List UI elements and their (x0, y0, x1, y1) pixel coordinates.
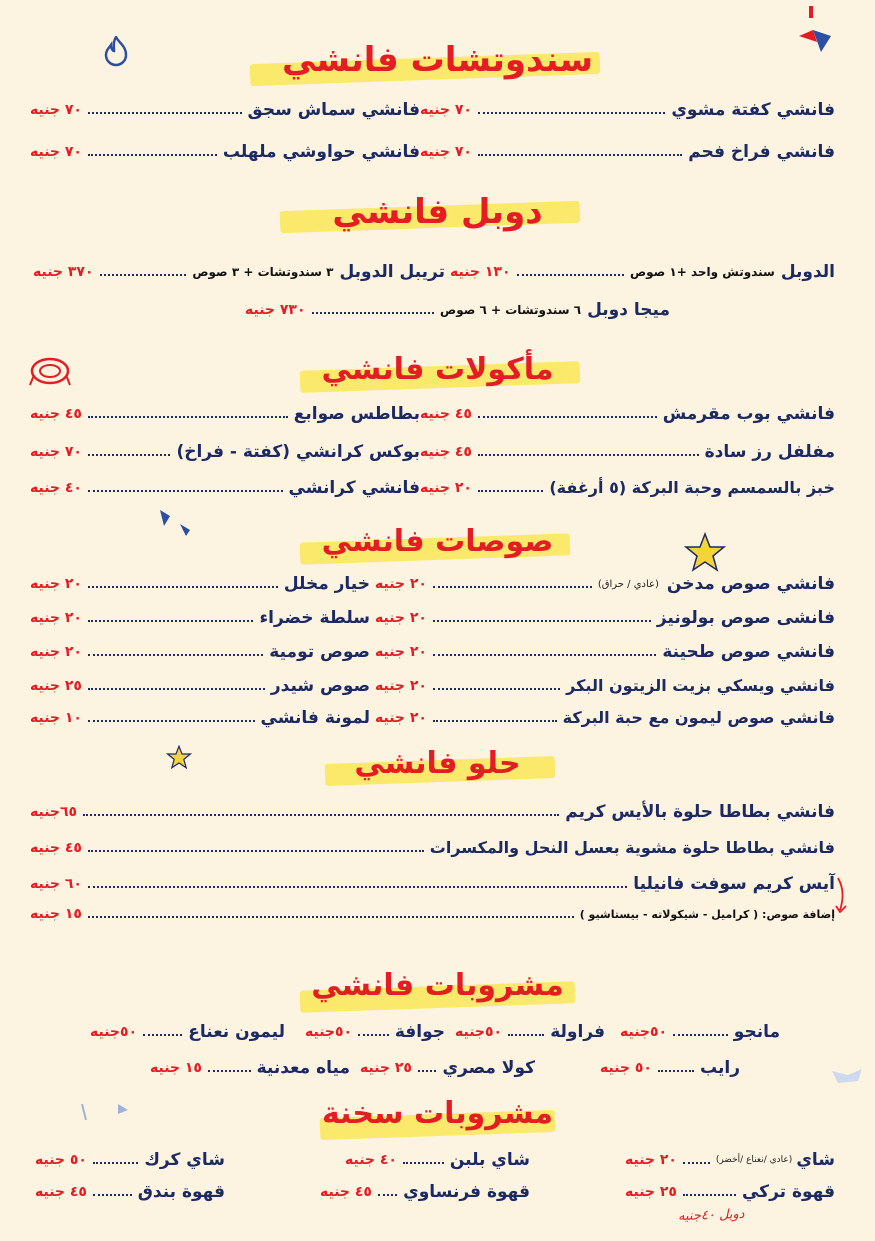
leader-dots (143, 1034, 182, 1036)
item-name: الدوبل (780, 262, 835, 282)
leader-dots (88, 720, 255, 722)
item-price: ٢٠ جنيه (30, 644, 82, 660)
section-title-double: دوبل فانشي (332, 192, 543, 232)
item-description: سندوتش واحد +١ صوص (629, 265, 775, 279)
item-name: فانشي سماش سجق (247, 100, 420, 120)
item-price: ٣٧٠ جنيه (33, 264, 94, 280)
menu-item (375, 708, 835, 727)
leader-dots (517, 274, 624, 276)
menu-item (450, 262, 835, 282)
menu-item (30, 906, 835, 922)
item-name: شاي بلبن (449, 1150, 530, 1170)
leader-dots (312, 312, 435, 314)
menu-item (30, 708, 370, 728)
item-name: فانشي صوص طحينة (662, 642, 835, 662)
leader-dots (658, 1070, 694, 1072)
splash-icon-2 (828, 1065, 868, 1087)
menu-item (30, 874, 835, 894)
item-description: ٦ سندوتشات + ٦ صوص (440, 303, 582, 317)
item-price: ٢٠ جنيه (375, 576, 427, 592)
menu-item (620, 1022, 780, 1042)
menu-item (30, 608, 370, 628)
leader-dots (418, 1070, 436, 1072)
section-title-foods: مأكولات فانشي (321, 352, 554, 387)
menu-item (420, 404, 835, 424)
item-name: بوكس كرانشي (كفتة - فراخ) (176, 442, 420, 462)
item-name: ميجا دوبل (587, 300, 670, 320)
item-name: فانشي بوب مقرمش (662, 404, 835, 424)
item-price: ٧٣٠ جنيه (245, 302, 306, 318)
item-price: ٤٥ جنيه (30, 839, 82, 856)
leader-dots (93, 1194, 132, 1196)
item-name: جوافة (394, 1022, 445, 1042)
item-name: فانشى صوص بولونيز (656, 608, 835, 628)
item-name: فانشي ويسكي بزيت الزيتون البكر (566, 676, 835, 695)
leader-dots (88, 112, 242, 114)
leader-dots (88, 416, 288, 418)
menu-item (420, 478, 835, 497)
item-name: خبز بالسمسم وحبة البركة (٥ أرغفة) (549, 478, 835, 497)
leader-dots (433, 586, 592, 588)
leader-dots (208, 1070, 251, 1072)
item-price: ١٥ جنيه (30, 906, 82, 922)
leader-dots (478, 154, 682, 156)
item-price: ١٠ جنيه (30, 710, 82, 726)
item-price: ٢٠ جنيه (375, 644, 427, 660)
item-name: تريبل الدوبل (339, 262, 445, 282)
leader-dots (478, 454, 699, 456)
leader-dots (478, 416, 657, 418)
item-name: فانشي بطاطا حلوة مشوية بعسل النحل والمكسرات (429, 838, 835, 857)
item-price: ١٥ جنيه (150, 1060, 202, 1076)
item-name: فانشي صوص ليمون مع حبة البركة (562, 708, 835, 727)
item-price: ٦٠ جنيه (30, 876, 82, 892)
menu-item (90, 1022, 285, 1042)
handwritten-note: دوبل ٤٠جنيه (677, 1206, 745, 1225)
item-price: ٥٠جنيه (305, 1024, 353, 1040)
leader-dots (673, 1034, 728, 1036)
menu-item (420, 442, 835, 462)
item-name: قهوة فرنساوي (403, 1182, 530, 1202)
item-price: ٢٥ جنيه (30, 678, 82, 694)
menu-item (30, 676, 370, 696)
item-note: (عادي /نعناع /أخضر) (715, 1155, 793, 1165)
menu-item (30, 838, 835, 857)
item-price: ٧٠ جنيه (420, 144, 472, 160)
item-price: ٢٠ جنيه (30, 610, 82, 626)
item-price: ٢٠ جنيه (625, 1152, 677, 1168)
item-description: ٣ سندوتشات + ٣ صوص (192, 265, 334, 279)
item-price: ٢٥ جنيه (360, 1060, 412, 1076)
leader-dots (83, 814, 559, 816)
item-price: ٤٥ جنيه (35, 1184, 87, 1200)
item-price: ٥٠جنيه (455, 1024, 503, 1040)
section-title-sandwiches: سندوتشات فانشي (281, 40, 593, 80)
item-price: ٤٥ جنيه (320, 1184, 372, 1200)
menu-item (30, 802, 835, 822)
item-price: ٥٠جنيه (620, 1024, 668, 1040)
item-name: خيار مخلل (283, 574, 370, 594)
menu-item (30, 642, 370, 662)
leader-dots (93, 1162, 138, 1164)
item-name: فانشي حواوشي ملهلب (222, 142, 420, 162)
leader-dots (478, 490, 543, 492)
section-title-desserts: حلو فانشي (354, 746, 521, 781)
item-price: ٧٠ جنيه (420, 102, 472, 118)
item-name: ليمون نعناع (188, 1022, 285, 1042)
leader-dots (478, 112, 665, 114)
menu-item (375, 608, 835, 628)
item-name: صوص شيدر (270, 676, 370, 696)
item-price: ٧٠ جنيه (30, 102, 82, 118)
item-price: ٤٥ جنيه (420, 444, 472, 460)
item-price: ٤٠ جنيه (30, 480, 82, 496)
menu-item (30, 574, 370, 594)
leader-dots (88, 586, 278, 588)
item-name: فراولة (550, 1022, 605, 1042)
item-price: ٢٠ جنيه (375, 709, 427, 726)
menu-item (375, 676, 835, 695)
item-price: ٢٠ جنيه (375, 610, 427, 626)
item-name: لمونة فانشي (260, 708, 370, 728)
leader-dots (403, 1162, 444, 1164)
menu-item (625, 1150, 835, 1170)
menu-item (30, 442, 420, 462)
leader-dots (88, 916, 574, 918)
item-note: (عادي / حراق) (597, 578, 659, 590)
item-name: صوص تومية (269, 642, 370, 662)
menu-item (30, 478, 420, 498)
leader-dots (88, 490, 283, 492)
item-name: سلطة خضراء (259, 608, 370, 628)
leader-dots (88, 850, 424, 852)
item-name: فانشي بطاطا حلوة بالأيس كريم (565, 802, 835, 822)
leader-dots (88, 620, 253, 622)
menu-item (150, 1058, 350, 1078)
item-price: ٦٥جنيه (30, 804, 78, 820)
item-name: كولا مصري (442, 1058, 535, 1078)
menu-item (320, 1182, 530, 1202)
item-name: إضافة صوص: ( كراميل - شيكولاته - بيستاشيو ) (579, 907, 835, 921)
menu-item (375, 574, 835, 594)
item-price: ٧٠ جنيه (30, 144, 82, 160)
item-price: ٤٥ جنيه (420, 406, 472, 422)
leader-dots (433, 720, 557, 722)
leader-dots (88, 654, 263, 656)
item-name: شاي كرك (144, 1150, 225, 1170)
leader-dots (88, 454, 170, 456)
menu-item (455, 1022, 605, 1042)
menu-item (360, 1058, 535, 1078)
item-name: قهوة بندق (137, 1182, 225, 1202)
menu-item (30, 404, 420, 424)
menu-item (33, 262, 445, 282)
section-title-sauces: صوصات فانشي (321, 524, 554, 559)
leader-dots (433, 654, 656, 656)
item-price: ٢٥ جنيه (625, 1184, 677, 1200)
leader-dots (88, 688, 265, 690)
item-price: ٥٠ جنيه (600, 1060, 652, 1076)
item-price: ٤٥ جنيه (30, 406, 82, 422)
leader-dots (88, 154, 217, 156)
item-price: ٥٠ جنيه (35, 1152, 87, 1168)
item-name: آيس كريم سوفت فانيليا (633, 874, 835, 894)
item-name: فانشي كفتة مشوي (671, 100, 835, 120)
item-name: رايب (700, 1058, 740, 1078)
item-price: ٤٠ جنيه (345, 1152, 397, 1168)
menu-item (35, 1150, 225, 1170)
menu-item (600, 1058, 740, 1078)
item-name: فانشي كرانشي (288, 478, 420, 498)
leader-dots (100, 274, 187, 276)
leader-dots (88, 886, 627, 888)
item-name: بطاطس صوابع (293, 404, 420, 424)
leader-dots (358, 1034, 389, 1036)
item-name: مانجو (733, 1022, 780, 1042)
item-price: ٢٠ جنيه (30, 576, 82, 592)
item-price: ٧٠ جنيه (30, 444, 82, 460)
menu-item (345, 1150, 530, 1170)
item-name: قهوة تركي (741, 1182, 835, 1202)
leader-dots (683, 1162, 710, 1164)
menu-item (245, 300, 670, 320)
item-price: ٢٠ جنيه (420, 479, 472, 496)
leader-dots (508, 1034, 544, 1036)
leader-dots (378, 1194, 397, 1196)
menu-item (35, 1182, 225, 1202)
item-price: ٥٠جنيه (90, 1024, 138, 1040)
item-name: مياه معدنية (256, 1058, 350, 1078)
item-name: فانشي فراخ فحم (688, 142, 835, 162)
item-name: فانشي صوص مدخن (666, 574, 835, 594)
section-title-drinks: مشروبات فانشي (311, 968, 564, 1003)
section-title-hot-drinks: مشروبات سخنة (321, 1096, 554, 1131)
menu-item (625, 1182, 835, 1202)
item-name: شاي (796, 1150, 835, 1170)
menu-item (375, 642, 835, 662)
menu-item (420, 142, 835, 162)
leader-dots (433, 620, 651, 622)
menu-item (30, 142, 420, 162)
menu-item (305, 1022, 445, 1042)
menu-item (420, 100, 835, 120)
item-name: مفلفل رز سادة (704, 442, 835, 462)
item-price: ٢٠ جنيه (375, 677, 427, 694)
leader-dots (433, 688, 560, 690)
leader-dots (683, 1194, 736, 1196)
menu-item (30, 100, 420, 120)
item-price: ١٣٠ جنيه (450, 264, 511, 280)
